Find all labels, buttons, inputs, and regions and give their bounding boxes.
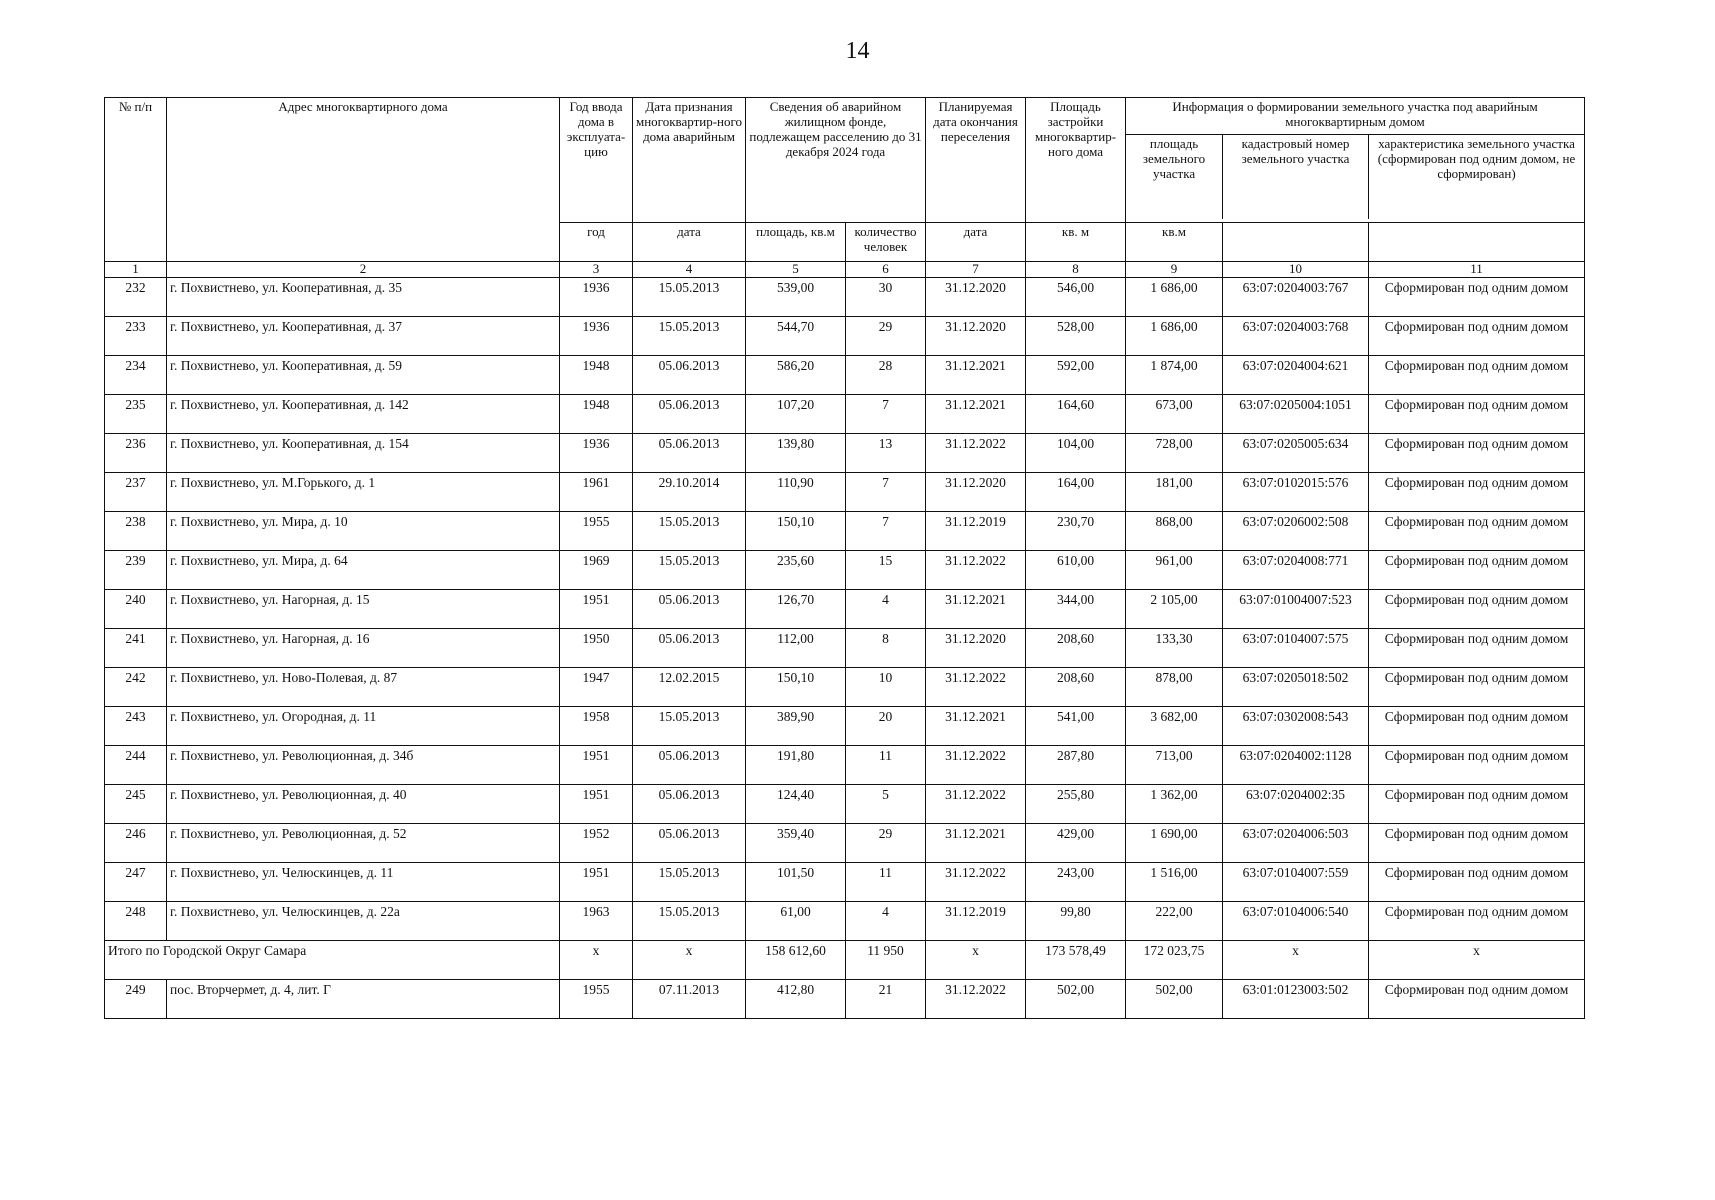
row-building-area: 546,00	[1026, 277, 1126, 316]
row-building-area: 208,60	[1026, 667, 1126, 706]
unit-area: площадь, кв.м	[746, 223, 846, 262]
row-land-area: 502,00	[1126, 979, 1223, 1018]
header-recognition-date: Дата признания многоквартир-ного дома аварийным	[633, 98, 746, 223]
row-land-area: 961,00	[1126, 550, 1223, 589]
row-land-area: 3 682,00	[1126, 706, 1223, 745]
row-address: г. Похвистнево, ул. Челюскинцев, д. 22а	[167, 901, 560, 940]
row-address: г. Похвистнево, ул. Кооперативная, д. 59	[167, 355, 560, 394]
table-row	[105, 901, 1585, 940]
row-land-area: 2 105,00	[1126, 589, 1223, 628]
total-label: Итого по Городской Округ Самара	[105, 940, 560, 979]
row-area: 235,60	[746, 550, 846, 589]
row-cadastral: 63:07:0302008:543	[1223, 706, 1369, 745]
row-land-status: Сформирован под одним домом	[1369, 901, 1585, 940]
row-land-status: Сформирован под одним домом	[1369, 823, 1585, 862]
column-number: 9	[1126, 262, 1223, 278]
row-number: 243	[105, 706, 167, 745]
row-address: г. Похвистнево, ул. Революционная, д. 40	[167, 784, 560, 823]
column-number: 11	[1369, 262, 1585, 278]
row-land-status: Сформирован под одним домом	[1369, 589, 1585, 628]
row-building-area: 164,00	[1026, 472, 1126, 511]
row-building-area: 610,00	[1026, 550, 1126, 589]
row-year: 1955	[560, 511, 633, 550]
table-row	[105, 784, 1585, 823]
row-year: 1948	[560, 355, 633, 394]
table-row	[105, 628, 1585, 667]
row-area: 101,50	[746, 862, 846, 901]
row-building-area: 164,60	[1026, 394, 1126, 433]
row-land-area: 181,00	[1126, 472, 1223, 511]
row-cadastral: 63:07:0204006:503	[1223, 823, 1369, 862]
total-build-area: 173 578,49	[1026, 940, 1126, 979]
row-year: 1948	[560, 394, 633, 433]
total-people: 11 950	[846, 940, 926, 979]
header-address: Адрес многоквартирного дома	[167, 98, 560, 262]
row-people: 8	[846, 628, 926, 667]
unit-building-area: кв. м	[1026, 223, 1126, 262]
row-building-area: 541,00	[1026, 706, 1126, 745]
row-people: 7	[846, 472, 926, 511]
row-area: 359,40	[746, 823, 846, 862]
row-area: 412,80	[746, 979, 846, 1018]
unit-cadastral	[1223, 223, 1369, 262]
row-year: 1952	[560, 823, 633, 862]
row-address: г. Похвистнево, ул. Мира, д. 10	[167, 511, 560, 550]
row-number: 235	[105, 394, 167, 433]
row-year: 1950	[560, 628, 633, 667]
row-number: 248	[105, 901, 167, 940]
row-planned-date: 31.12.2021	[926, 589, 1026, 628]
row-area: 389,90	[746, 706, 846, 745]
row-area: 586,20	[746, 355, 846, 394]
row-number: 247	[105, 862, 167, 901]
row-people: 5	[846, 784, 926, 823]
header-emergency-fund: Сведения об аварийном жилищном фонде, подлежащем расселению до 31 декабря 2024 года	[746, 98, 926, 223]
row-recognition-date: 29.10.2014	[633, 472, 746, 511]
row-planned-date: 31.12.2022	[926, 862, 1026, 901]
row-land-status: Сформирован под одним домом	[1369, 433, 1585, 472]
row-land-status: Сформирован под одним домом	[1369, 628, 1585, 667]
column-numbers-row	[105, 262, 1585, 278]
row-people: 28	[846, 355, 926, 394]
row-address: пос. Вторчермет, д. 4, лит. Г	[167, 979, 560, 1018]
row-number: 249	[105, 979, 167, 1018]
row-land-area: 673,00	[1126, 394, 1223, 433]
header-land-info: Информация о формировании земельного участка под аварийным многоквартирным домом	[1126, 98, 1584, 135]
row-land-status: Сформирован под одним домом	[1369, 550, 1585, 589]
table-row	[105, 433, 1585, 472]
row-area: 544,70	[746, 316, 846, 355]
column-number: 8	[1026, 262, 1126, 278]
row-address: г. Похвистнево, ул. Кооперативная, д. 142	[167, 394, 560, 433]
header-planned-date: Планируемая дата окончания переселения	[926, 98, 1026, 223]
row-building-area: 528,00	[1026, 316, 1126, 355]
row-planned-date: 31.12.2021	[926, 823, 1026, 862]
row-land-status: Сформирован под одним домом	[1369, 979, 1585, 1018]
row-recognition-date: 15.05.2013	[633, 550, 746, 589]
table-row	[105, 316, 1585, 355]
row-land-area: 1 362,00	[1126, 784, 1223, 823]
row-address: г. Похвистнево, ул. Кооперативная, д. 37	[167, 316, 560, 355]
table-row	[105, 394, 1585, 433]
row-year: 1969	[560, 550, 633, 589]
row-cadastral: 63:07:0205004:1051	[1223, 394, 1369, 433]
total-planned: x	[926, 940, 1026, 979]
column-number: 2	[167, 262, 560, 278]
row-planned-date: 31.12.2021	[926, 706, 1026, 745]
row-address: г. Похвистнево, ул. Кооперативная, д. 35	[167, 277, 560, 316]
total-area: 158 612,60	[746, 940, 846, 979]
row-recognition-date: 05.06.2013	[633, 355, 746, 394]
column-number: 10	[1223, 262, 1369, 278]
row-year: 1951	[560, 745, 633, 784]
row-land-area: 1 686,00	[1126, 316, 1223, 355]
row-area: 150,10	[746, 667, 846, 706]
row-people: 4	[846, 589, 926, 628]
row-building-area: 230,70	[1026, 511, 1126, 550]
table-row	[105, 550, 1585, 589]
header-land-status: характеристика земельного участка (сформирован под одним домом, не сформирован)	[1377, 136, 1576, 181]
row-land-area: 133,30	[1126, 628, 1223, 667]
column-number: 6	[846, 262, 926, 278]
row-building-area: 208,60	[1026, 628, 1126, 667]
table-row	[105, 589, 1585, 628]
row-recognition-date: 05.06.2013	[633, 628, 746, 667]
row-recognition-date: 07.11.2013	[633, 979, 746, 1018]
total-land-area: 172 023,75	[1126, 940, 1223, 979]
header-row	[105, 98, 1585, 223]
row-recognition-date: 15.05.2013	[633, 706, 746, 745]
row-cadastral: 63:07:0104006:540	[1223, 901, 1369, 940]
header-land-group	[1126, 98, 1585, 223]
row-people: 7	[846, 511, 926, 550]
row-year: 1961	[560, 472, 633, 511]
table-row	[105, 667, 1585, 706]
row-land-area: 878,00	[1126, 667, 1223, 706]
unit-people: количество человек	[846, 223, 926, 262]
row-year: 1951	[560, 589, 633, 628]
row-year: 1963	[560, 901, 633, 940]
unit-year: год	[560, 223, 633, 262]
row-year: 1936	[560, 316, 633, 355]
header-cadastral: кадастровый номер земельного участка	[1223, 135, 1369, 219]
row-number: 242	[105, 667, 167, 706]
row-address: г. Похвистнево, ул. Нагорная, д. 16	[167, 628, 560, 667]
row-cadastral: 63:07:0104007:575	[1223, 628, 1369, 667]
row-address: г. Похвистнево, ул. Революционная, д. 34б	[167, 745, 560, 784]
row-planned-date: 31.12.2020	[926, 277, 1026, 316]
table-row	[105, 862, 1585, 901]
row-planned-date: 31.12.2022	[926, 550, 1026, 589]
row-land-status: Сформирован под одним домом	[1369, 316, 1585, 355]
row-number: 237	[105, 472, 167, 511]
column-number: 3	[560, 262, 633, 278]
row-planned-date: 31.12.2020	[926, 316, 1026, 355]
row-number: 245	[105, 784, 167, 823]
row-cadastral: 63:07:0204002:1128	[1223, 745, 1369, 784]
row-cadastral: 63:07:0206002:508	[1223, 511, 1369, 550]
row-area: 61,00	[746, 901, 846, 940]
row-address: г. Похвистнево, ул. Ново-Полевая, д. 87	[167, 667, 560, 706]
row-land-status: Сформирован под одним домом	[1369, 862, 1585, 901]
row-recognition-date: 05.06.2013	[633, 823, 746, 862]
row-land-area: 728,00	[1126, 433, 1223, 472]
row-number: 232	[105, 277, 167, 316]
row-planned-date: 31.12.2021	[926, 394, 1026, 433]
row-people: 7	[846, 394, 926, 433]
column-number: 1	[105, 262, 167, 278]
unit-status	[1369, 223, 1585, 262]
row-cadastral: 63:07:0204003:767	[1223, 277, 1369, 316]
row-area: 126,70	[746, 589, 846, 628]
row-cadastral: 63:07:0104007:559	[1223, 862, 1369, 901]
row-area: 139,80	[746, 433, 846, 472]
row-planned-date: 31.12.2021	[926, 355, 1026, 394]
row-recognition-date: 05.06.2013	[633, 589, 746, 628]
row-cadastral: 63:01:0123003:502	[1223, 979, 1369, 1018]
row-planned-date: 31.12.2019	[926, 901, 1026, 940]
row-building-area: 104,00	[1026, 433, 1126, 472]
row-recognition-date: 15.05.2013	[633, 862, 746, 901]
header-building-area: Площадь застройки многоквартир-ного дома	[1026, 98, 1126, 223]
row-land-status: Сформирован под одним домом	[1369, 511, 1585, 550]
row-land-area: 1 874,00	[1126, 355, 1223, 394]
row-building-area: 243,00	[1026, 862, 1126, 901]
row-land-status: Сформирован под одним домом	[1369, 784, 1585, 823]
row-building-area: 255,80	[1026, 784, 1126, 823]
row-planned-date: 31.12.2022	[926, 745, 1026, 784]
row-area: 539,00	[746, 277, 846, 316]
header-year: Год ввода дома в эксплуата-цию	[560, 98, 633, 223]
row-planned-date: 31.12.2020	[926, 628, 1026, 667]
row-year: 1951	[560, 862, 633, 901]
row-year: 1947	[560, 667, 633, 706]
row-planned-date: 31.12.2022	[926, 667, 1026, 706]
row-address: г. Похвистнево, ул. Мира, д. 64	[167, 550, 560, 589]
row-year: 1951	[560, 784, 633, 823]
row-land-area: 868,00	[1126, 511, 1223, 550]
row-cadastral: 63:07:0102015:576	[1223, 472, 1369, 511]
row-address: г. Похвистнево, ул. Огородная, д. 11	[167, 706, 560, 745]
row-year: 1936	[560, 277, 633, 316]
table-row	[105, 277, 1585, 316]
row-planned-date: 31.12.2020	[926, 472, 1026, 511]
unit-land-area: кв.м	[1126, 223, 1223, 262]
row-land-status: Сформирован под одним домом	[1369, 394, 1585, 433]
row-land-area: 222,00	[1126, 901, 1223, 940]
row-recognition-date: 12.02.2015	[633, 667, 746, 706]
row-cadastral: 63:07:0204003:768	[1223, 316, 1369, 355]
page-number: 14	[845, 38, 870, 64]
total-recognized: x	[633, 940, 746, 979]
row-land-area: 1 686,00	[1126, 277, 1223, 316]
row-area: 110,90	[746, 472, 846, 511]
row-area: 191,80	[746, 745, 846, 784]
row-people: 30	[846, 277, 926, 316]
row-planned-date: 31.12.2022	[926, 784, 1026, 823]
row-land-status: Сформирован под одним домом	[1369, 277, 1585, 316]
row-number: 233	[105, 316, 167, 355]
row-land-area: 1 690,00	[1126, 823, 1223, 862]
row-recognition-date: 05.06.2013	[633, 394, 746, 433]
row-planned-date: 31.12.2019	[926, 511, 1026, 550]
row-land-status: Сформирован под одним домом	[1369, 472, 1585, 511]
row-number: 246	[105, 823, 167, 862]
table-row	[105, 706, 1585, 745]
header-number: № п/п	[105, 98, 167, 262]
total-year: x	[560, 940, 633, 979]
row-building-area: 287,80	[1026, 745, 1126, 784]
row-recognition-date: 05.06.2013	[633, 745, 746, 784]
row-cadastral: 63:07:0205005:634	[1223, 433, 1369, 472]
row-area: 150,10	[746, 511, 846, 550]
row-people: 11	[846, 862, 926, 901]
row-people: 21	[846, 979, 926, 1018]
row-number: 241	[105, 628, 167, 667]
unit-date: дата	[633, 223, 746, 262]
row-people: 4	[846, 901, 926, 940]
row-number: 238	[105, 511, 167, 550]
row-building-area: 99,80	[1026, 901, 1126, 940]
row-land-status: Сформирован под одним домом	[1369, 745, 1585, 784]
row-area: 124,40	[746, 784, 846, 823]
total-row	[105, 940, 1585, 979]
row-recognition-date: 15.05.2013	[633, 901, 746, 940]
row-cadastral: 63:07:0205018:502	[1223, 667, 1369, 706]
row-cadastral: 63:07:0204002:35	[1223, 784, 1369, 823]
row-cadastral: 63:07:0204004:621	[1223, 355, 1369, 394]
row-number: 234	[105, 355, 167, 394]
row-recognition-date: 05.06.2013	[633, 784, 746, 823]
row-people: 10	[846, 667, 926, 706]
row-address: г. Похвистнево, ул. Кооперативная, д. 154	[167, 433, 560, 472]
row-land-area: 1 516,00	[1126, 862, 1223, 901]
row-land-status: Сформирован под одним домом	[1369, 355, 1585, 394]
row-people: 20	[846, 706, 926, 745]
total-cadastral: x	[1223, 940, 1369, 979]
row-year: 1936	[560, 433, 633, 472]
column-number: 5	[746, 262, 846, 278]
column-number: 4	[633, 262, 746, 278]
row-year: 1958	[560, 706, 633, 745]
row-land-status: Сформирован под одним домом	[1369, 667, 1585, 706]
row-number: 244	[105, 745, 167, 784]
table-row	[105, 745, 1585, 784]
row-recognition-date: 05.06.2013	[633, 433, 746, 472]
row-people: 13	[846, 433, 926, 472]
row-address: г. Похвистнево, ул. М.Горького, д. 1	[167, 472, 560, 511]
row-building-area: 429,00	[1026, 823, 1126, 862]
row-building-area: 502,00	[1026, 979, 1126, 1018]
row-area: 107,20	[746, 394, 846, 433]
row-cadastral: 63:07:01004007:523	[1223, 589, 1369, 628]
column-number: 7	[926, 262, 1026, 278]
row-land-status: Сформирован под одним домом	[1369, 706, 1585, 745]
unit-planned-date: дата	[926, 223, 1026, 262]
row-address: г. Похвистнево, ул. Челюскинцев, д. 11	[167, 862, 560, 901]
emergency-housing-table	[104, 97, 1585, 1019]
row-people: 29	[846, 316, 926, 355]
row-land-area: 713,00	[1126, 745, 1223, 784]
row-building-area: 344,00	[1026, 589, 1126, 628]
row-recognition-date: 15.05.2013	[633, 316, 746, 355]
row-number: 236	[105, 433, 167, 472]
row-address: г. Похвистнево, ул. Нагорная, д. 15	[167, 589, 560, 628]
row-address: г. Похвистнево, ул. Революционная, д. 52	[167, 823, 560, 862]
row-building-area: 592,00	[1026, 355, 1126, 394]
header-land-area: площадь земельного участка	[1126, 135, 1223, 219]
row-people: 29	[846, 823, 926, 862]
row-people: 15	[846, 550, 926, 589]
row-recognition-date: 15.05.2013	[633, 511, 746, 550]
row-number: 239	[105, 550, 167, 589]
table-row	[105, 472, 1585, 511]
row-number: 240	[105, 589, 167, 628]
row-year: 1955	[560, 979, 633, 1018]
row-planned-date: 31.12.2022	[926, 433, 1026, 472]
table-row	[105, 979, 1585, 1018]
row-recognition-date: 15.05.2013	[633, 277, 746, 316]
table-row	[105, 355, 1585, 394]
row-cadastral: 63:07:0204008:771	[1223, 550, 1369, 589]
table-row	[105, 823, 1585, 862]
table-row	[105, 511, 1585, 550]
row-planned-date: 31.12.2022	[926, 979, 1026, 1018]
row-people: 11	[846, 745, 926, 784]
row-area: 112,00	[746, 628, 846, 667]
total-status: x	[1369, 940, 1585, 979]
